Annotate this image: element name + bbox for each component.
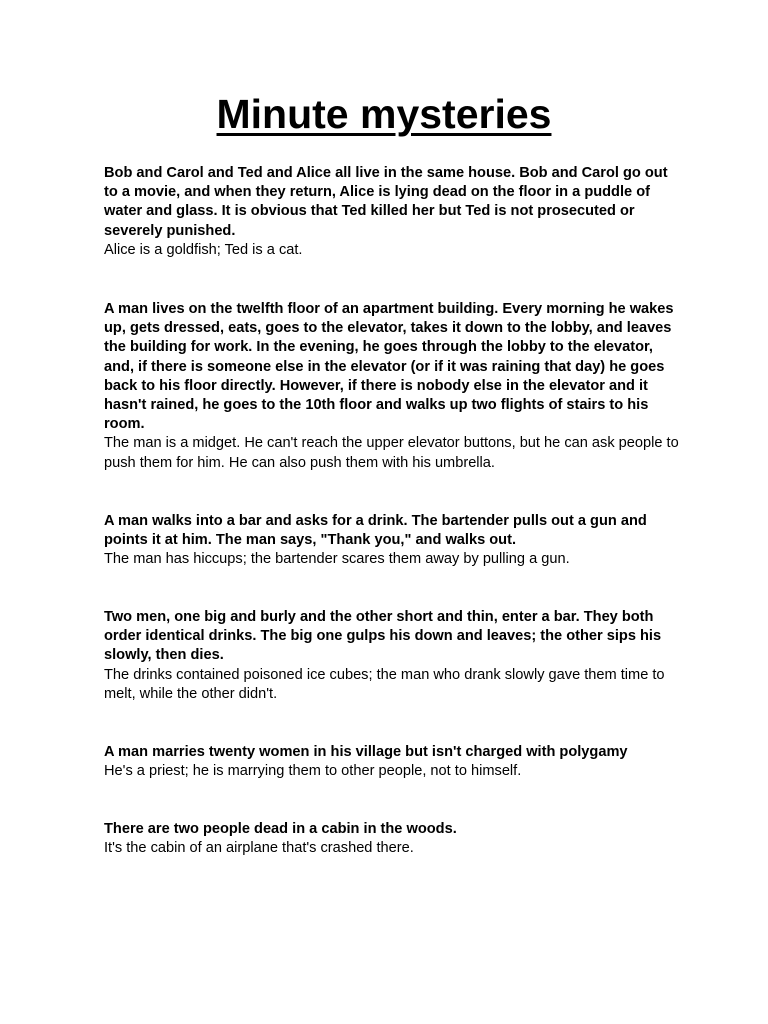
mystery-answer: It's the cabin of an airplane that's crashed there. — [104, 840, 414, 857]
page-title: Minute mysteries — [216, 91, 552, 137]
mystery-answer: Alice is a goldfish; Ted is a cat. — [104, 241, 303, 258]
mystery-item — [104, 820, 684, 858]
mystery-item — [104, 608, 684, 704]
mystery-item — [104, 743, 684, 781]
mystery-question: Bob and Carol and Ted and Alice all live in the same house. Bob and Carol go out to a movie, and when they return, Alice is lying dead on the floor in a puddle of water and glass. It is obvious that Ted killed her but Ted is not prosecuted or severely punished. — [104, 165, 668, 239]
mystery-answer: The drinks contained poisoned ice cubes; the man who drank slowly gave them time to melt, while the other didn't. — [104, 666, 665, 702]
mystery-item — [104, 164, 684, 260]
mystery-answer: The man has hiccups; the bartender scares them away by pulling a gun. — [104, 551, 570, 568]
mystery-question: A man marries twenty women in his village but isn't charged with polygamy — [104, 744, 628, 760]
mystery-question: Two men, one big and burly and the other short and thin, enter a bar. They both order identical drinks. The big one gulps his down and leaves; the other sips his slowly, then dies. — [104, 609, 662, 664]
mystery-answer: He's a priest; he is marrying them to other people, not to himself. — [104, 763, 522, 780]
mystery-question: There are two people dead in a cabin in the woods. — [104, 821, 457, 837]
mystery-question: A man lives on the twelfth floor of an apartment building. Every morning he wakes up, gets dressed, eats, goes to the elevator, takes it down to the lobby, and leaves the building for work. In the evening, he goes through the lobby to the elevator, and, if there is someone else in the elevator (or if it was raining that day) he goes back to his floor directly. However, if there is nobody else in the elevator and it hasn't rained, he goes to the 10th floor and walks up two flights of stairs to his room. — [104, 301, 674, 433]
mystery-question: A man walks into a bar and asks for a drink. The bartender pulls out a gun and points it at him. The man says, "Thank you," and walks out. — [104, 513, 647, 549]
mystery-answer: The man is a midget. He can't reach the upper elevator buttons, but he can ask people to push them for him. He can also push them with his umbrella. — [104, 435, 679, 471]
mystery-item — [104, 300, 684, 473]
mystery-item — [104, 512, 684, 570]
